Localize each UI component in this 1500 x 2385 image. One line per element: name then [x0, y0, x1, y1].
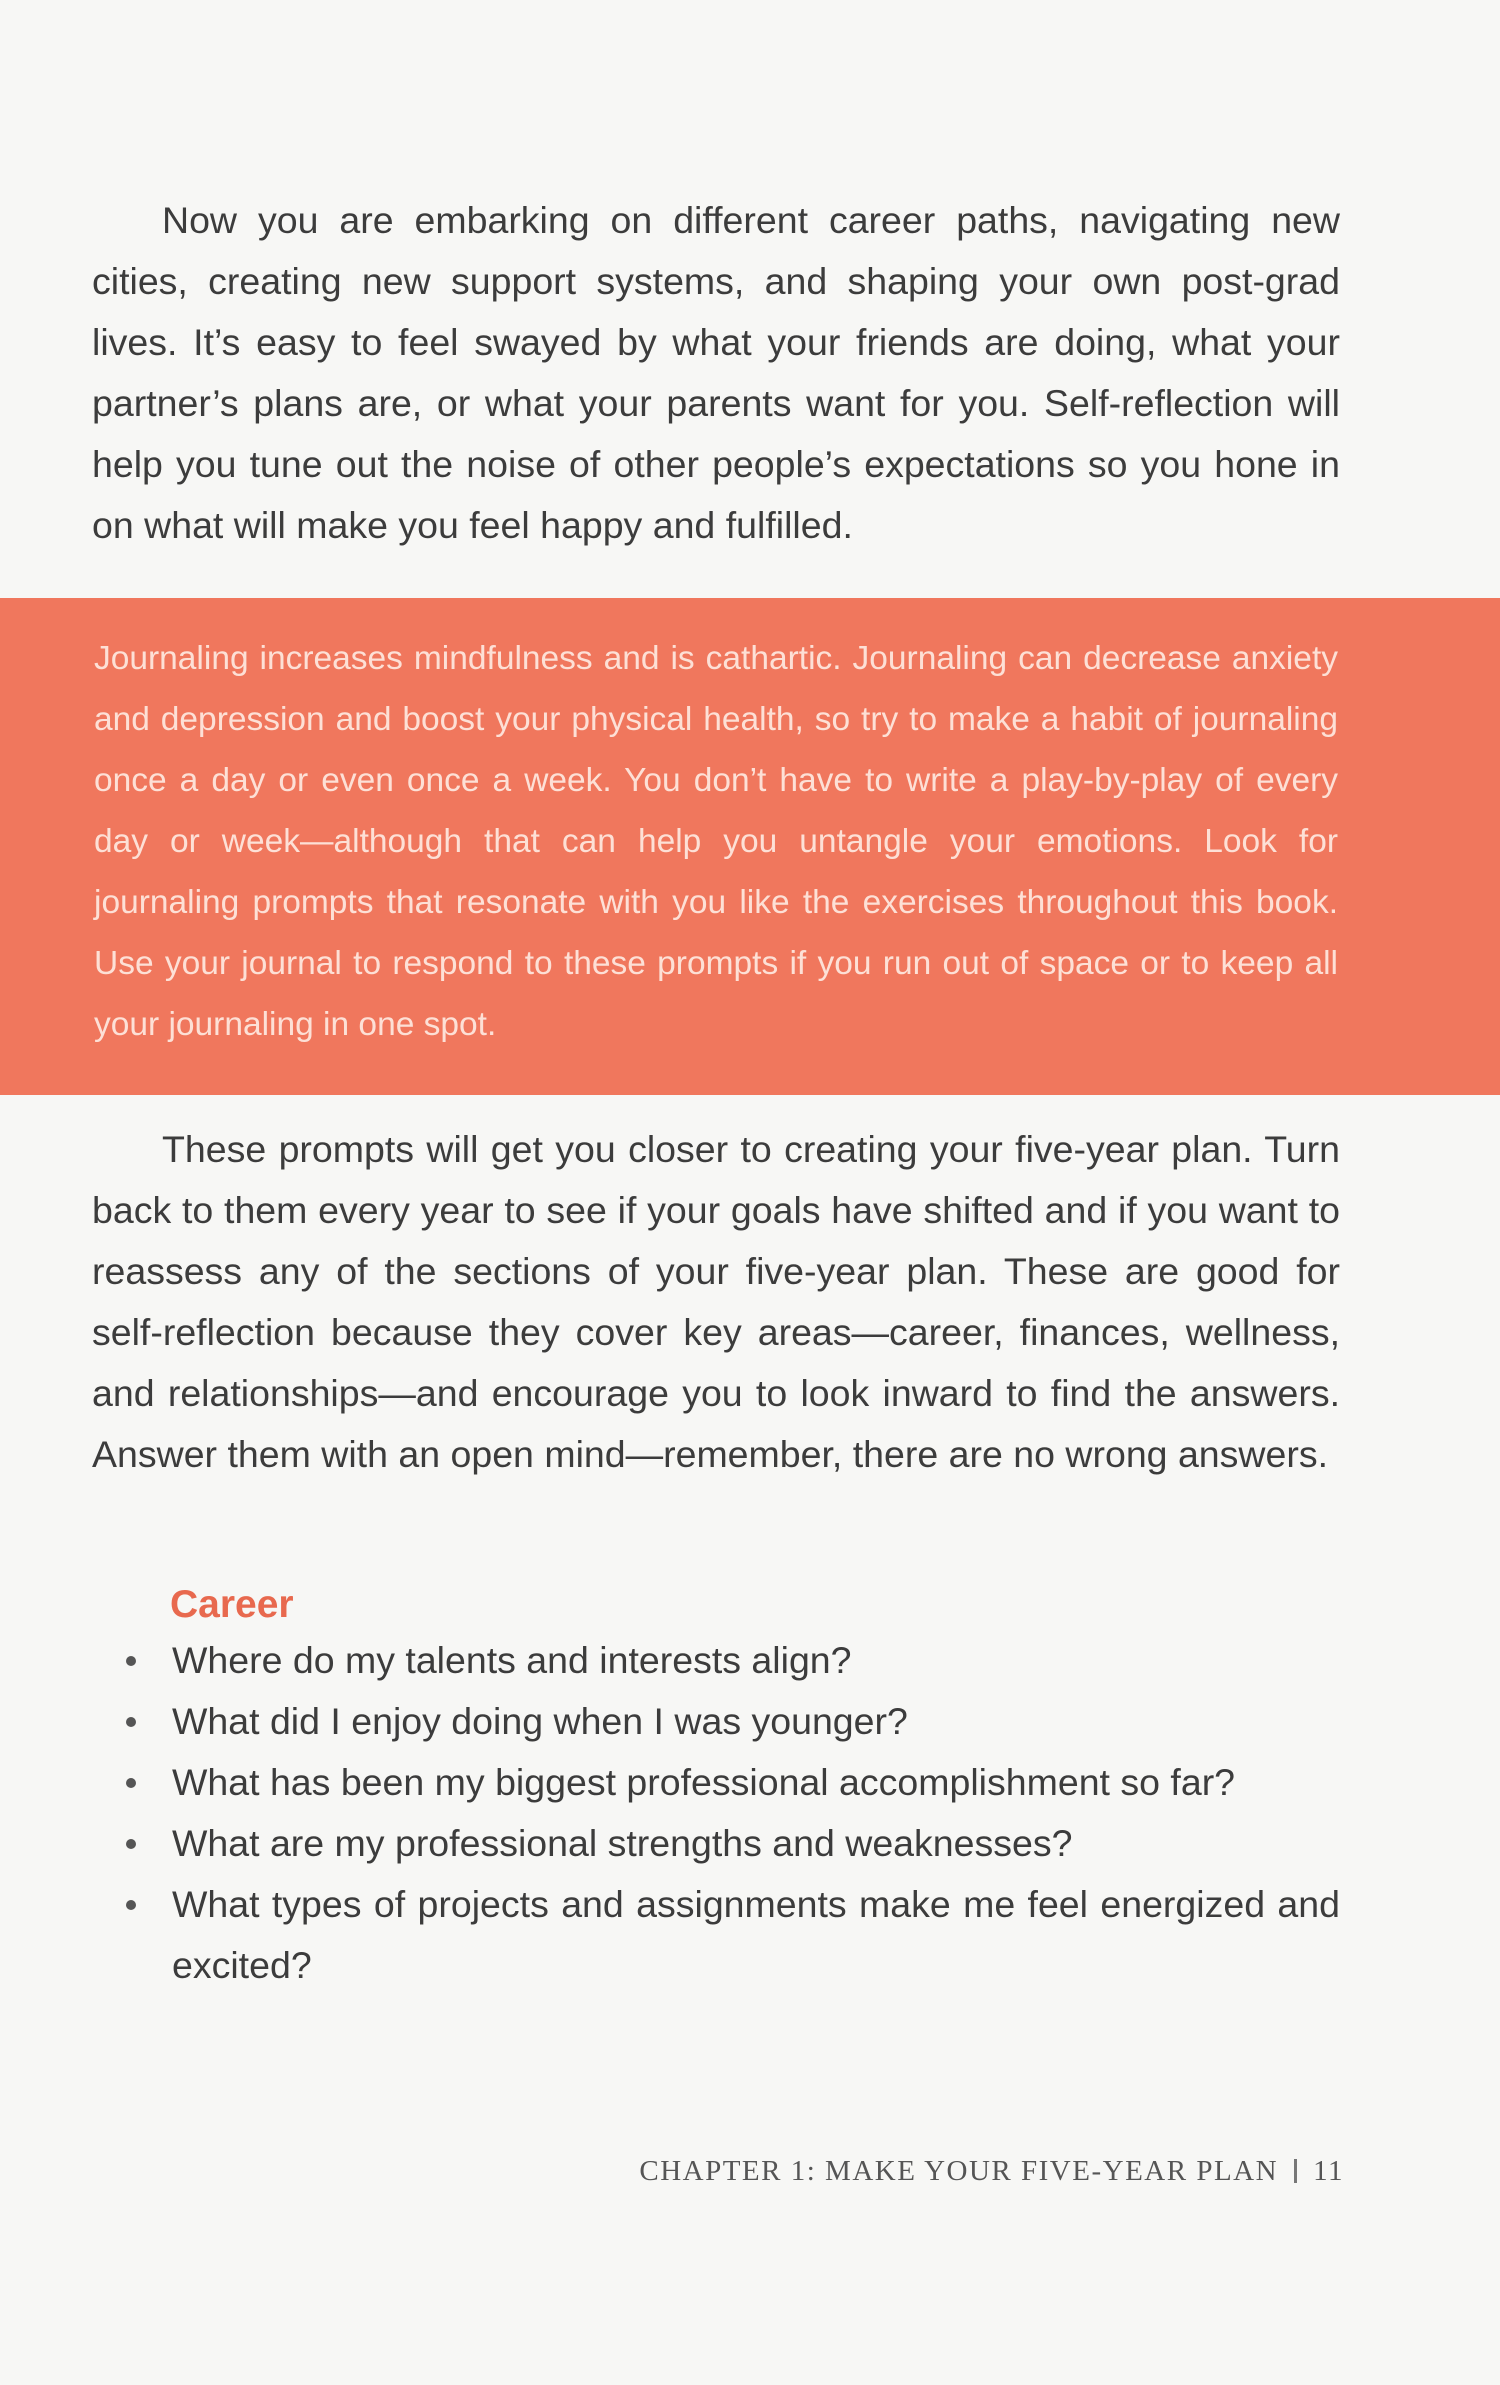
prompt-text: What did I enjoy doing when I was younger?: [172, 1700, 908, 1742]
prompt-text: What are my professional strengths and weaknesses?: [172, 1822, 1073, 1864]
career-heading: Career: [170, 1583, 294, 1626]
bullet-icon: [126, 1717, 136, 1727]
list-item: [92, 1691, 1340, 1752]
intro-paragraph: Now you are embarking on different career paths, navigating new cities, creating new support systems, and shaping your own post-grad lives. It’s easy to feel swayed by what your friends are doing, what your partner’s plans are, or what your parents want for you. Self-reflection will help you tune out the noise of other people’s expectations so you hone in on what will make you feel happy and fulfilled.: [92, 199, 1340, 546]
page-number: 11: [1313, 2155, 1344, 2187]
list-item: [92, 1752, 1340, 1813]
prompts-paragraph: These prompts will get you closer to creating your five-year plan. Turn back to them every year to see if your goals have shifted and if you want to reassess any of the sections of your five-year plan. These are good for self-reflection because they cover key areas—career, finances, wellness, and relationships—and encourage you to look inward to find the answers. Answer them with an open mind—remember, there are no wrong answers.: [92, 1128, 1340, 1475]
bullet-icon: [126, 1900, 136, 1910]
list-item: [92, 1874, 1340, 1996]
prompt-text: What has been my biggest professional accomplishment so far?: [172, 1761, 1236, 1803]
page-footer: [639, 2155, 1344, 2188]
bullet-icon: [126, 1656, 136, 1666]
list-item: [92, 1630, 1340, 1691]
bullet-icon: [126, 1778, 136, 1788]
footer-divider: [1294, 2159, 1297, 2183]
journaling-callout-box: [0, 598, 1500, 1095]
prompt-text: Where do my talents and interests align?: [172, 1639, 852, 1681]
bullet-icon: [126, 1839, 136, 1849]
chapter-title: CHAPTER 1: MAKE YOUR FIVE-YEAR PLAN: [639, 2155, 1279, 2187]
callout-text: Journaling increases mindfulness and is cathartic. Journaling can decrease anxiety and depression and boost your physical health, so try to make a habit of journaling once a day or even once a week. You don’t have to write a play-by-play of every day or week—although that can help you untangle your emotions. Look for journaling prompts that resonate with you like the exercises throughout this book. Use your journal to respond to these prompts if you run out of space or to keep all your journaling in one spot.: [94, 640, 1338, 1043]
prompt-text: What types of projects and assignments make me feel energized and excited?: [172, 1883, 1340, 1986]
list-item: [92, 1813, 1340, 1874]
career-prompt-list: [92, 1630, 1340, 1996]
